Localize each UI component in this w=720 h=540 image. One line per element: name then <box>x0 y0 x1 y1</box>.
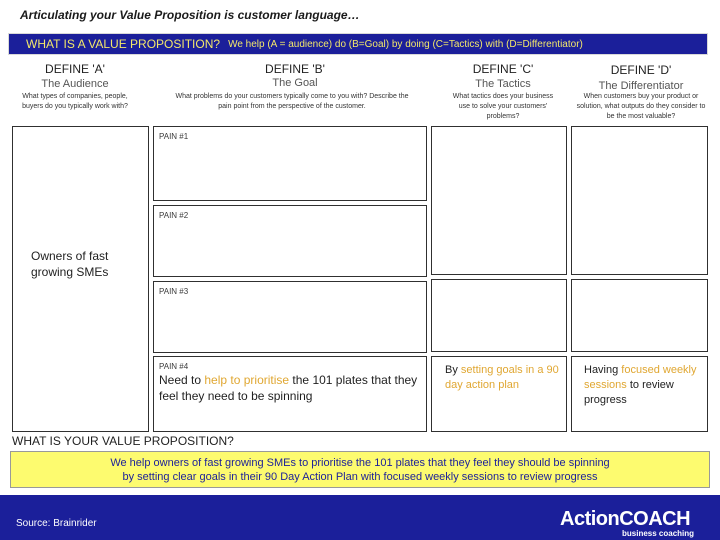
column-b-subheading: The Goal <box>272 77 318 89</box>
tactics-answer: By setting goals in a 90 day action plan <box>445 364 559 391</box>
value-proposition-line-1: We help owners of fast growing SMEs to prioritise the 101 plates that they feel they should be spinning <box>110 457 610 469</box>
column-c-heading: DEFINE 'C' <box>472 62 534 76</box>
pain-box-4[interactable] <box>153 356 427 432</box>
banner-formula: We help (A = audience) do (B=Goal) by doing (C=Tactics) with (D=Differentiator) <box>228 38 583 50</box>
tactics-box-2[interactable] <box>431 279 567 352</box>
page-title: Articulating your Value Proposition is customer language… <box>20 8 360 22</box>
pain-label: PAIN #4 <box>159 362 189 371</box>
column-a-subheading: The Audience <box>41 78 109 90</box>
column-b-heading: DEFINE 'B' <box>265 62 325 76</box>
column-a-description: What types of companies, people, buyers do you typically work with? <box>22 93 128 110</box>
differentiator-box-1[interactable] <box>571 126 708 275</box>
logo-tagline: business coaching <box>622 529 695 538</box>
tactics-box-3[interactable] <box>431 356 567 432</box>
banner-heading: WHAT IS A VALUE PROPOSITION? <box>26 37 221 51</box>
value-proposition-answer[interactable] <box>10 451 710 488</box>
differentiator-box-3[interactable] <box>571 356 708 432</box>
column-b-description: What problems do your customers typically come to you with? Describe the pain point from the perspective of the customer. <box>175 93 409 110</box>
column-d-subheading: The Differentiator <box>598 80 684 92</box>
column-c-subheading: The Tactics <box>475 78 531 90</box>
column-d-heading: DEFINE 'D' <box>610 63 672 77</box>
column-d-description: When customers buy your product or solution, what outputs do they consider to be the most valuable? <box>576 93 706 120</box>
pain-box-3[interactable] <box>153 281 427 353</box>
definition-banner <box>8 33 708 55</box>
pain-label: PAIN #3 <box>159 287 189 296</box>
value-proposition-line-2: by setting clear goals in their 90 Day Action Plan with focused weekly sessions to review progress <box>122 471 598 483</box>
pain-box-1[interactable] <box>153 126 427 201</box>
differentiator-answer: Having focused weekly sessions to review progress <box>584 364 697 406</box>
pain-box-2[interactable] <box>153 205 427 277</box>
pain-4-text: Need to help to prioritise the 101 plates that they feel they need to be spinning <box>159 373 418 403</box>
source-credit: Source: Brainrider <box>16 518 97 529</box>
actioncoach-logo: ActionCOACH <box>560 508 691 530</box>
audience-box[interactable] <box>12 126 149 432</box>
pain-label: PAIN #2 <box>159 211 189 220</box>
column-c-description: What tactics does your business use to solve your customers' problems? <box>452 93 554 120</box>
column-a-heading: DEFINE 'A' <box>45 62 105 76</box>
differentiator-box-2[interactable] <box>571 279 708 352</box>
audience-answer: Owners of fast growing SMEs <box>31 249 109 279</box>
tactics-box-1[interactable] <box>431 126 567 275</box>
pain-label: PAIN #1 <box>159 132 189 141</box>
your-value-proposition-heading: WHAT IS YOUR VALUE PROPOSITION? <box>12 434 234 448</box>
